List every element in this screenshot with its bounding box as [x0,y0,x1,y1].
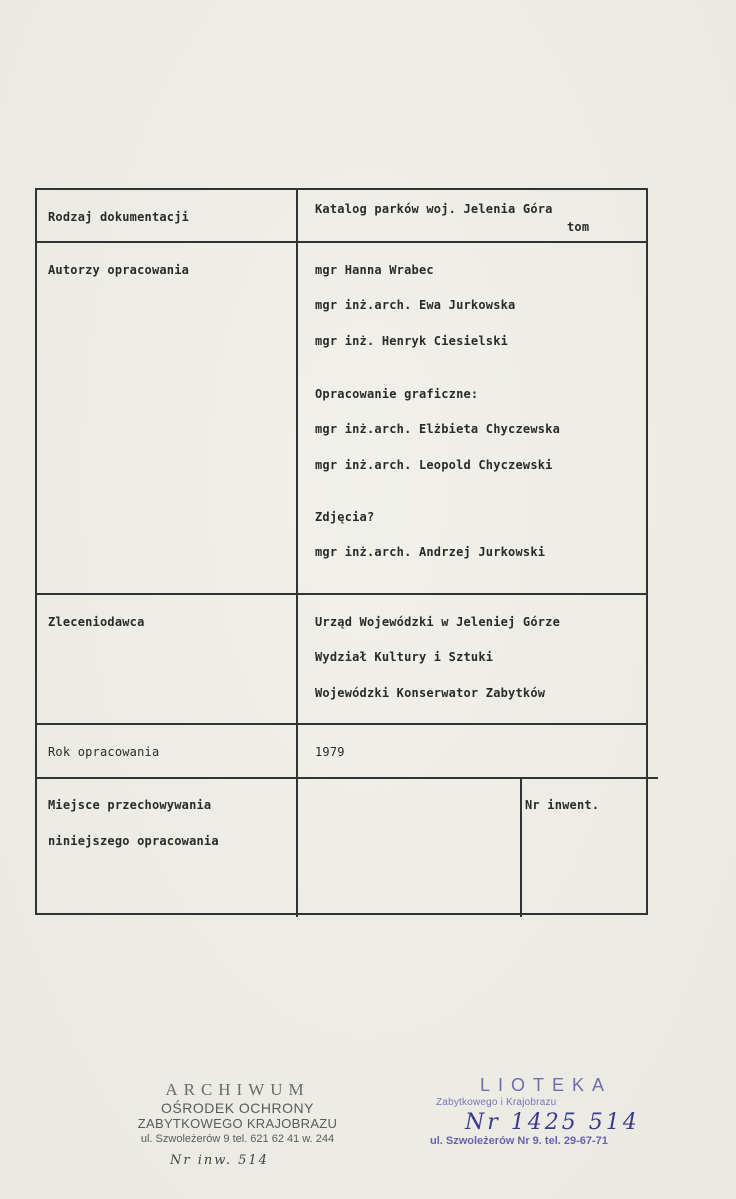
row-divider-4 [37,777,658,779]
library-stamp-title: LIOTEKA [480,1075,613,1095]
stamp-archive-title: ARCHIWUM [165,1080,310,1099]
photos-author-1: mgr inż.arch. Andrzej Jurkowski [315,545,546,559]
catalog-volume: tom [567,220,590,234]
author-1: mgr Hanna Wrabec [315,263,434,277]
library-stamp-line-2: Zabytkowego i Krajobrazu [436,1097,557,1108]
label-storage-location-1: Miejsce przechowywania [48,798,212,812]
year-value: 1979 [315,745,345,759]
catalog-title: Katalog parków woj. Jelenia Góra [315,202,553,216]
label-commissioner: Zleceniodawca [48,615,145,629]
inventory-number-label: Nr inwent. [525,798,600,812]
handwritten-inventory-note: Nr inw. 514 [170,1153,269,1168]
label-documentation-type: Rodzaj dokumentacji [48,210,190,224]
stamp-archive-line-2: OŚRODEK OCHRONY [161,1100,314,1116]
stamp-archive-address: ul. Szwoleżerów 9 tel. 621 62 41 w. 244 [140,1133,335,1145]
label-authors: Autorzy opracowania [48,263,190,277]
handwritten-library-number: Nr 1425 514 [465,1110,640,1135]
column-divider [296,190,298,917]
stamp-archive-line-3: ZABYTKOWEGO KRAJOBRAZU [137,1116,338,1131]
photos-heading: Zdjęcia? [315,510,375,524]
graphics-author-2: mgr inż.arch. Leopold Chyczewski [315,458,553,472]
row-divider-3 [37,723,646,725]
author-3: mgr inż. Henryk Ciesielski [315,334,509,348]
library-stamp-address: ul. Szwoleżerów Nr 9. tel. 29-67-71 [430,1135,608,1147]
author-2: mgr inż.arch. Ewa Jurkowska [315,298,516,312]
graphics-author-1: mgr inż.arch. Elżbieta Chyczewska [315,422,561,436]
inventory-divider [520,777,522,917]
commissioner-line-2: Wydział Kultury i Sztuki [315,650,494,664]
archive-stamp [135,1080,340,1145]
documentation-table [35,188,648,915]
graphics-heading: Opracowanie graficzne: [315,387,479,401]
label-year: Rok opracowania [48,745,160,759]
row-divider-2 [37,593,646,595]
label-storage-location-2: niniejszego opracowania [48,834,219,848]
commissioner-line-1: Urząd Wojewódzki w Jeleniej Górze [315,615,561,629]
commissioner-line-3: Wojewódzki Konserwator Zabytków [315,686,546,700]
row-divider-1 [37,241,646,243]
